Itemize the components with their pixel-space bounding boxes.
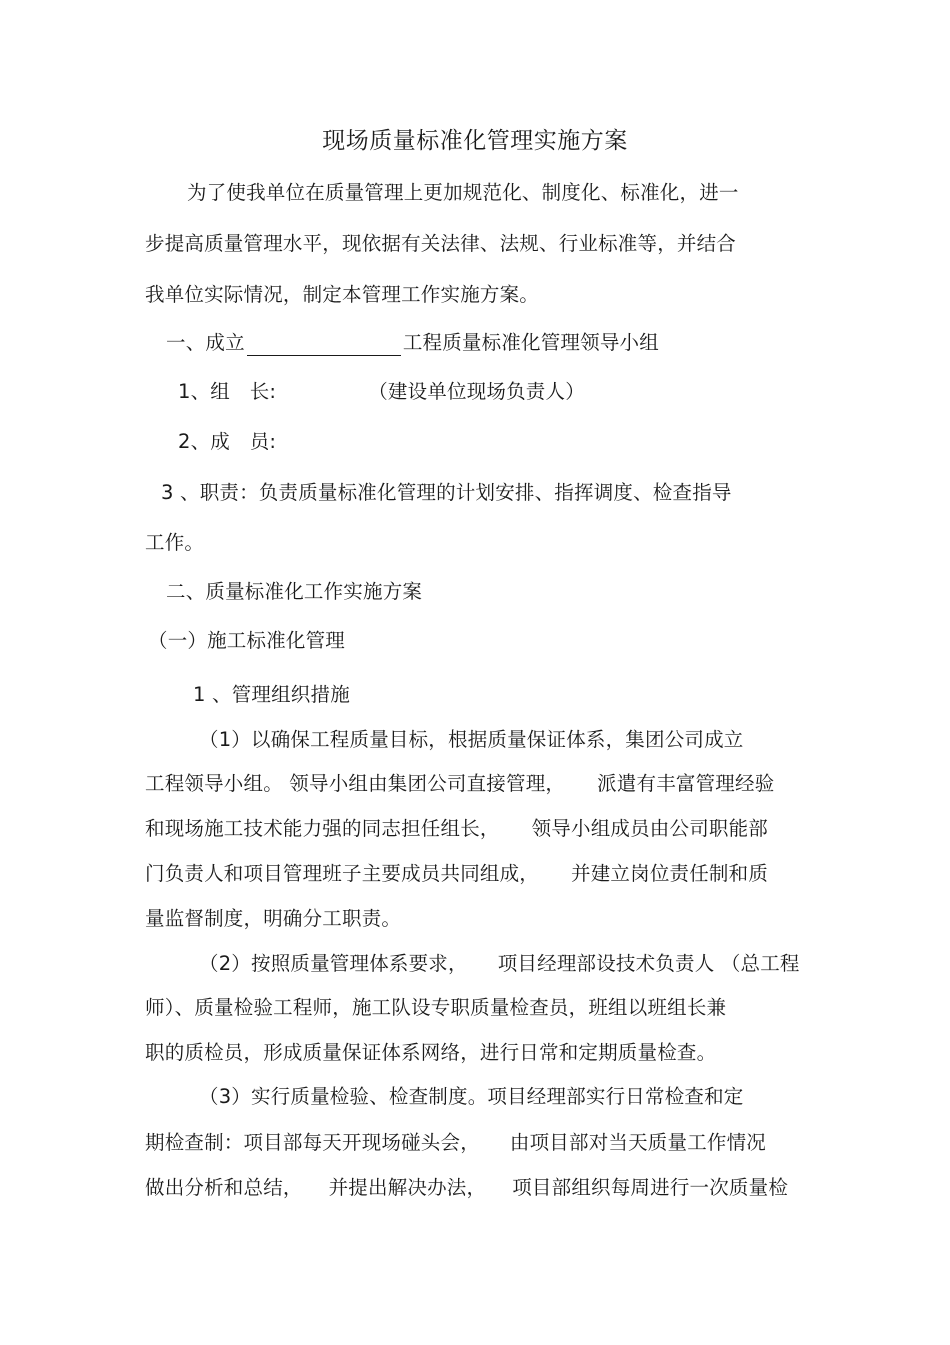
- p1-line-4: 门负责人和项目管理班子主要成员共同组成， 并建立岗位责任制和质: [145, 862, 769, 885]
- section1-heading-prefix: 一、成立: [166, 331, 245, 354]
- intro-line-3: 我单位实际情况，制定本管理工作实施方案。: [145, 283, 540, 306]
- intro-line-2: 步提高质量管理水平，现依据有关法律、法规、行业标准等，并结合: [145, 232, 737, 255]
- p1-line-3: 和现场施工技术能力强的同志担任组长， 领导小组成员由公司职能部: [145, 817, 769, 840]
- p2-line-3: 职的质检员，形成质量保证体系网络，进行日常和定期质量检查。: [145, 1041, 717, 1064]
- leader-label: 1、组 长:: [178, 380, 277, 403]
- item-heading: 1 、管理组织措施: [193, 683, 350, 706]
- section2-heading: 二、质量标准化工作实施方案: [166, 580, 423, 603]
- section1-heading: [166, 330, 659, 356]
- duty-line-2: 工作。: [145, 531, 205, 554]
- leader-line: [178, 379, 585, 405]
- p2-line-1: （2）按照质量管理体系要求， 项目经理部设技术负责人 （总工程: [199, 952, 800, 975]
- p3-line-2: 期检查制：项目部每天开现场碰头会， 由项目部对当天质量工作情况: [145, 1131, 767, 1154]
- leader-note: （建设单位现场负责人）: [368, 380, 585, 403]
- p1-line-2: 工程领导小组。 领导小组由集团公司直接管理， 派遣有丰富管理经验: [145, 772, 775, 795]
- intro-line-1: 为了使我单位在质量管理上更加规范化、制度化、标准化，进一: [187, 181, 739, 204]
- p1-line-5: 量监督制度，明确分工职责。: [145, 907, 402, 930]
- duty-line-1: 3 、职责：负责质量标准化管理的计划安排、指挥调度、检查指导: [161, 481, 732, 504]
- p3-line-3: 做出分析和总结， 并提出解决办法， 项目部组织每周进行一次质量检: [145, 1176, 789, 1199]
- document-title: 现场质量标准化管理实施方案: [322, 128, 628, 154]
- section1-heading-suffix: 工程质量标准化管理领导小组: [402, 331, 659, 354]
- p2-line-2: 师）、质量检验工程师，施工队设专职质量检查员，班组以班组长兼: [145, 996, 727, 1019]
- p1-line-1: （1）以确保工程质量目标，根据质量保证体系，集团公司成立: [199, 728, 744, 751]
- subsection-heading: （一）施工标准化管理: [148, 629, 346, 652]
- p3-line-1: （3）实行质量检验、检查制度。项目经理部实行日常检查和定: [199, 1085, 744, 1108]
- project-name-blank: [247, 333, 401, 356]
- members-label: 2、成 员:: [178, 430, 277, 453]
